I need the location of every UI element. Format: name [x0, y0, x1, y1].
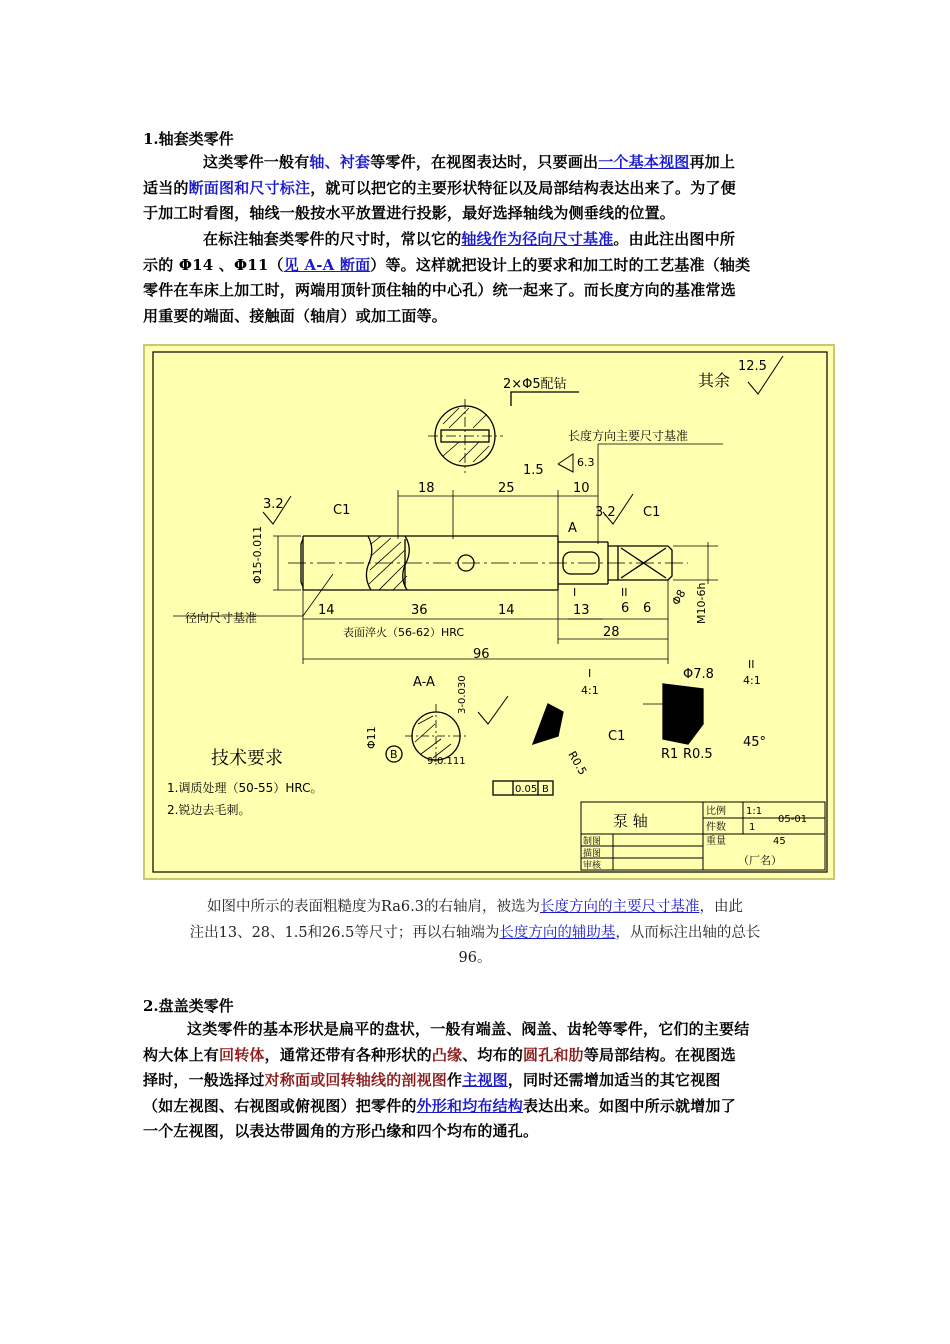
title-factory: （厂名）: [738, 854, 782, 867]
title-weight-label: 重量: [706, 836, 726, 847]
dim-6a: 6: [621, 601, 630, 616]
section-mark-a: A: [568, 521, 577, 536]
radius-0-5b: R0.5: [683, 747, 713, 762]
title-part-name: 泵 轴: [613, 812, 648, 830]
datum-b: B: [390, 748, 398, 761]
pump-shaft-drawing: [143, 344, 835, 880]
tech-title: 技术要求: [211, 748, 283, 769]
text: ）等。这样就把设计上的要求和加工时的工艺基准（轴类: [370, 255, 751, 274]
text: 择时，一般选择过: [143, 1071, 265, 1089]
text: 零件在车床上加工时，两端用顶针顶住轴的中心孔）统一起来了。而长度方向的基准常选: [143, 281, 736, 299]
roughness-3-2-right: 3.2: [595, 505, 616, 520]
length-datum-label: 长度方向主要尺寸基准: [568, 429, 689, 443]
title-count-label: 件数: [706, 822, 726, 833]
angle-45: 45°: [743, 735, 767, 750]
dim-14-right: 14: [498, 603, 515, 618]
detail-i: I: [588, 667, 592, 680]
text: 一个左视图，以表达带圆角的方形凸缘和四个均布的通孔。: [143, 1122, 539, 1140]
text: ，由此: [699, 899, 743, 915]
dim-25: 25: [498, 481, 515, 496]
dia-15: Φ15-0.011: [251, 525, 264, 584]
dim-28: 28: [603, 625, 620, 640]
text: 这类零件的基本形状是扁平的盘状，一般有端盖、阀盖、齿轮等零件，它们的主要结: [187, 1020, 750, 1038]
text: 这类零件一般有: [203, 153, 310, 171]
text: 用重要的端面、接触面（轴肩）或加工面等。: [143, 306, 448, 325]
rest-roughness: 12.5: [738, 359, 767, 374]
dim-3: 3-0.030: [457, 675, 468, 714]
term-section-dimension: 断面图和尺寸标注: [188, 178, 311, 197]
title-desc-label: 描图: [583, 849, 602, 859]
detail-i-scale: 4:1: [581, 684, 599, 697]
section2-heading: 2.盘盖类零件: [143, 997, 234, 1015]
text: 在标注轴套类零件的尺寸时，常以它的: [203, 230, 462, 248]
mark-ii: II: [621, 586, 628, 599]
quench-label: 表面淬火（56-62）HRC: [343, 626, 465, 639]
dim-6b: 6: [643, 601, 652, 616]
text: ，从而标注出轴的总长: [615, 924, 761, 941]
title-scale-label: 比例: [706, 806, 726, 817]
link-length-datum[interactable]: 长度方向的主要尺寸基准: [539, 899, 700, 915]
dim-13: 13: [573, 603, 590, 618]
term-flange: 凸缘: [431, 1045, 463, 1064]
text: 于加工时看图，轴线一般按水平放置进行投影，最好选择轴线为侧垂线的位置。: [143, 204, 676, 222]
link-radial-datum[interactable]: 轴线作为径向尺寸基准: [461, 230, 614, 248]
roughness-3-2-left: 3.2: [263, 497, 284, 512]
link-basic-view[interactable]: 一个基本视图: [598, 153, 690, 171]
section1-heading: 1.轴套类零件: [143, 130, 234, 148]
tech-req-2: 2.锐边去毛刺。: [167, 803, 251, 817]
text: 再加上: [689, 153, 736, 171]
dim-18: 18: [418, 481, 435, 496]
link-length-aux-datum[interactable]: 长度方向的辅助基: [499, 924, 616, 941]
dia-8: Φ8: [669, 587, 689, 608]
text: 作: [447, 1071, 463, 1089]
link-shape-structure[interactable]: 外形和均布结构: [416, 1096, 524, 1115]
text: （如左视图、右视图或俯视图）把零件的: [143, 1096, 417, 1115]
chamfer-c1-detail: C1: [608, 729, 626, 744]
text: 适当的: [143, 178, 189, 197]
thread-m10: M10-6h: [695, 582, 708, 624]
tolerance-value: 0.05: [515, 784, 538, 795]
dia-7-8: Φ7.8: [683, 667, 714, 682]
text: 注出13、28、1.5和26.5等尺寸；再以右轴端为: [189, 924, 500, 941]
link-aa-section[interactable]: 见 A-A 断面: [283, 255, 371, 274]
dia-11: Φ11: [365, 726, 378, 749]
text: 等零件，在视图表达时，只要画出: [370, 153, 599, 171]
dim-9: 9-0.111: [427, 756, 466, 767]
title-draw-label: 制图: [583, 837, 602, 847]
chamfer-c1-right: C1: [643, 505, 661, 520]
title-count-value: 1: [749, 822, 756, 833]
term-revolution-body: 回转体: [219, 1045, 265, 1064]
dim-96: 96: [473, 647, 490, 662]
text: 表达出来。如图中所示就增加了: [523, 1096, 736, 1115]
radial-datum-label: 径向尺寸基准: [185, 611, 258, 625]
detail-ii: II: [748, 658, 755, 671]
text: ，就可以把它的主要形状特征以及局部结构表达出来了。为了便: [310, 178, 736, 197]
text: 96。: [458, 950, 492, 966]
holes-label: 2×Φ5配钻: [503, 377, 567, 392]
term-holes-ribs: 圆孔和肋: [523, 1045, 584, 1064]
tech-req-1: 1.调质处理（50-55）HRC。: [167, 781, 323, 795]
tolerance-datum: B: [542, 784, 549, 795]
dim-10: 10: [573, 481, 590, 496]
title-check-label: 审核: [583, 861, 602, 871]
radius-0-5a: R0.5: [565, 749, 590, 778]
text: ，通常还带有各种形状的: [264, 1045, 432, 1064]
title-weight-value: 45: [773, 836, 786, 847]
mark-i: I: [573, 586, 577, 599]
term-shaft-sleeve: 轴、衬套: [309, 153, 371, 171]
title-drawing-no: 05-01: [778, 814, 808, 825]
dim-36: 36: [411, 603, 428, 618]
text: 构大体上有: [143, 1045, 220, 1064]
chamfer-c1-left: C1: [333, 503, 351, 518]
text: 如图中所示的表面粗糙度为Ra6.3的右轴肩，被选为: [207, 899, 540, 915]
drawing-caption: [143, 895, 807, 972]
text: 、均布的: [462, 1045, 524, 1064]
term-section-view: 对称面或回转轴线的剖视图: [264, 1071, 448, 1089]
text: 。由此注出图中所: [613, 230, 736, 248]
section1-paragraph2: [143, 227, 807, 329]
link-main-view[interactable]: 主视图: [462, 1071, 508, 1089]
aa-label: A-A: [413, 675, 435, 690]
section1-paragraph1: [143, 150, 807, 227]
section2-paragraph: [143, 1017, 807, 1145]
detail-ii-scale: 4:1: [743, 674, 761, 687]
dim-1-5: 1.5: [523, 463, 544, 478]
rest-label: 其余: [698, 371, 731, 390]
radius-1: R1: [661, 747, 679, 762]
text: ，同时还需增加适当的其它视图: [507, 1071, 721, 1089]
text: 等局部结构。在视图选: [583, 1045, 736, 1064]
dim-14-left: 14: [318, 603, 335, 618]
text: 示的 Φ14 、Φ11（: [143, 255, 284, 274]
title-scale-value: 1:1: [746, 806, 763, 817]
roughness-6-3: 6.3: [577, 456, 595, 469]
